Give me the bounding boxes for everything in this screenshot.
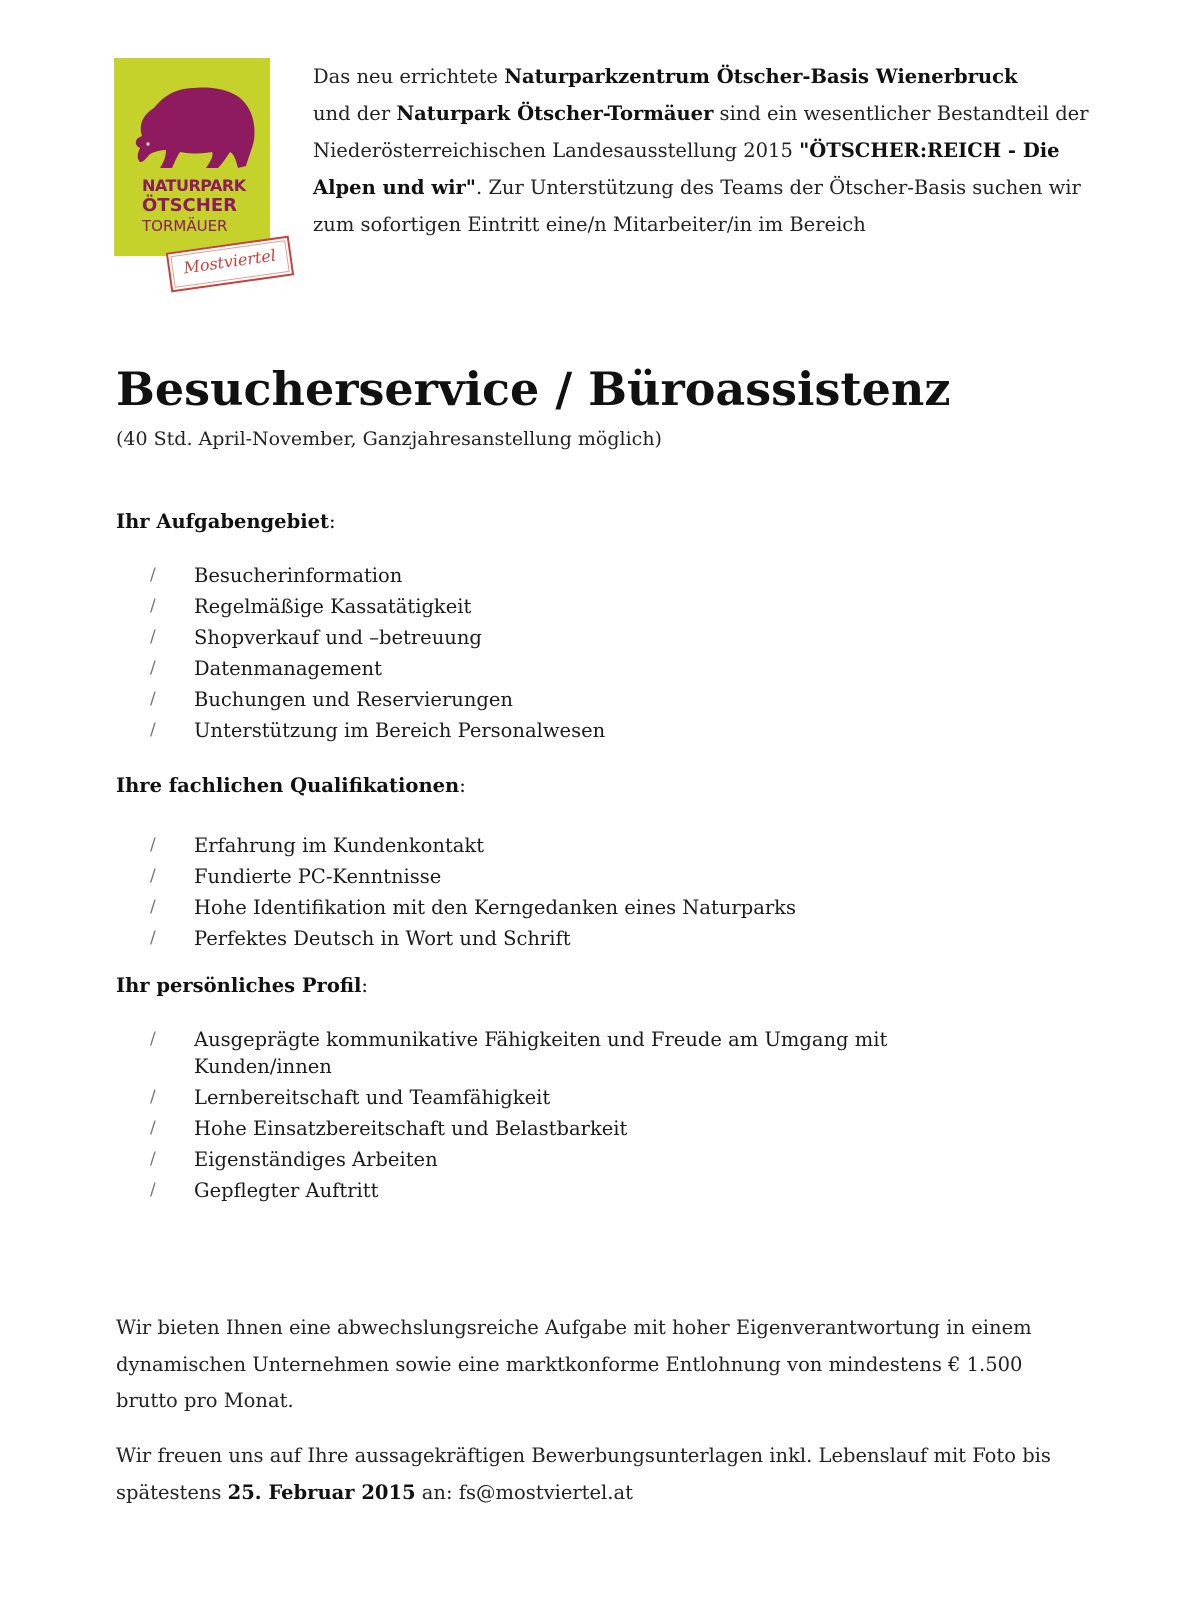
- list-item-text: Regelmäßige Kassatätigkeit: [194, 595, 472, 618]
- profile-list: [150, 1024, 950, 1206]
- slash-bullet-icon: /: [150, 1180, 156, 1200]
- list-item-text: Lernbereitschaft und Teamfähigkeit: [194, 1086, 551, 1109]
- list-item: [150, 1144, 950, 1175]
- slash-bullet-icon: /: [150, 835, 156, 855]
- list-item: [150, 653, 970, 684]
- slash-bullet-icon: /: [150, 565, 156, 585]
- section-heading-text: Ihre fachlichen Qualifikationen: [116, 774, 460, 797]
- page-title: Besucherservice / Büroassistenz: [116, 362, 951, 416]
- logo-wordmark: [142, 176, 272, 236]
- logo-line-1: NATURPARK: [142, 176, 246, 195]
- list-item: [150, 830, 970, 861]
- slash-bullet-icon: /: [150, 1118, 156, 1138]
- task-list: [150, 560, 970, 746]
- list-item: [150, 1024, 950, 1082]
- list-item: [150, 923, 970, 954]
- slash-bullet-icon: /: [150, 720, 156, 740]
- section-heading-profile: [116, 974, 368, 997]
- intro-bold-exhibition: "ÖTSCHER:REICH - Die Alpen und wir": [313, 139, 1060, 199]
- list-item-text: Gepflegter Auftritt: [194, 1179, 379, 1202]
- list-item-text: Hohe Identifikation mit den Kerngedanken eines Naturparks: [194, 896, 796, 919]
- application-paragraph: [116, 1438, 1076, 1511]
- slash-bullet-icon: /: [150, 1087, 156, 1107]
- slash-bullet-icon: /: [150, 1029, 156, 1049]
- intro-bold-center: Naturparkzentrum Ötscher-Basis Wienerbruck: [504, 65, 1018, 88]
- intro-text: . Zur Unterstützung des Teams der Ötscher-Basis suchen wir zum sofortigen Eintritt eine/n Mitarbeiter/in im Bereich: [313, 176, 1081, 236]
- list-item: [150, 1082, 950, 1113]
- application-deadline: 25. Februar 2015: [227, 1480, 416, 1504]
- list-item: [150, 1113, 950, 1144]
- slash-bullet-icon: /: [150, 689, 156, 709]
- section-heading-qualifications: [116, 774, 466, 797]
- slash-bullet-icon: /: [150, 658, 156, 678]
- slash-bullet-icon: /: [150, 596, 156, 616]
- list-item-text: Erfahrung im Kundenkontakt: [194, 834, 485, 857]
- bear-icon: [114, 58, 270, 188]
- slash-bullet-icon: /: [150, 1149, 156, 1169]
- application-text: an:: [415, 1480, 459, 1504]
- list-item-text: Eigenständiges Arbeiten: [194, 1148, 438, 1171]
- list-item: [150, 684, 970, 715]
- list-item-text: Ausgeprägte kommunikative Fähigkeiten und Freude am Umgang mit Kunden/innen: [194, 1028, 888, 1078]
- section-heading-text: Ihr Aufgabengebiet: [116, 510, 330, 533]
- application-text: Wir freuen uns auf Ihre aussagekräftigen Bewerbungsunterlagen inkl. Lebenslauf mit Foto bis spätestens: [116, 1444, 1051, 1504]
- list-item-text: Unterstützung im Bereich Personalwesen: [194, 719, 606, 742]
- intro-bold-park: Naturpark Ötscher-Tormäuer: [396, 102, 714, 125]
- slash-bullet-icon: /: [150, 928, 156, 948]
- offer-paragraph: Wir bieten Ihnen eine abwechslungsreiche Aufgabe mit hoher Eigenverantwortung in einem dynamischen Unternehmen sowie eine marktkonforme Entlohnung von mindestens € 1.500 brutto pro Monat.: [116, 1316, 1032, 1412]
- qualifications-list: [150, 830, 970, 954]
- list-item-text: Fundierte PC-Kenntnisse: [194, 865, 442, 888]
- intro-text: sind ein wesentlicher Bestandteil der Niederösterreichischen Landesausstellung 2015: [313, 102, 1089, 162]
- logo-line-3: TORMÄUER: [142, 217, 228, 235]
- list-item-text: Perfektes Deutsch in Wort und Schrift: [194, 927, 571, 950]
- list-item-text: Buchungen und Reservierungen: [194, 688, 513, 711]
- page-subtitle: (40 Std. April-November, Ganzjahresanstellung möglich): [116, 428, 662, 450]
- intro-paragraph: [313, 58, 1113, 243]
- list-item: [150, 715, 970, 746]
- list-item-text: Besucherinformation: [194, 564, 403, 587]
- contact-email-link[interactable]: fs@mostviertel.at: [458, 1480, 633, 1504]
- colon: :: [361, 974, 368, 997]
- slash-bullet-icon: /: [150, 897, 156, 917]
- list-item: [150, 560, 970, 591]
- list-item: [150, 591, 970, 622]
- intro-text: und der: [313, 102, 397, 125]
- intro-text: Das neu errichtete: [313, 65, 505, 88]
- naturpark-logo: [114, 58, 270, 256]
- list-item: [150, 1175, 950, 1206]
- list-item-text: Shopverkauf und –betreuung: [194, 626, 482, 649]
- slash-bullet-icon: /: [150, 866, 156, 886]
- list-item: [150, 622, 970, 653]
- list-item-text: Hohe Einsatzbereitschaft und Belastbarkeit: [194, 1117, 628, 1140]
- slash-bullet-icon: /: [150, 627, 156, 647]
- section-heading-text: Ihr persönliches Profil: [116, 974, 362, 997]
- mostviertel-stamp: Mostviertel: [166, 236, 294, 293]
- list-item-text: Datenmanagement: [194, 657, 382, 680]
- colon: :: [459, 774, 466, 797]
- list-item: [150, 892, 970, 923]
- list-item: [150, 861, 970, 892]
- logo-line-2: ÖTSCHER: [142, 195, 237, 216]
- colon: :: [329, 510, 336, 533]
- section-heading-tasks: [116, 510, 336, 533]
